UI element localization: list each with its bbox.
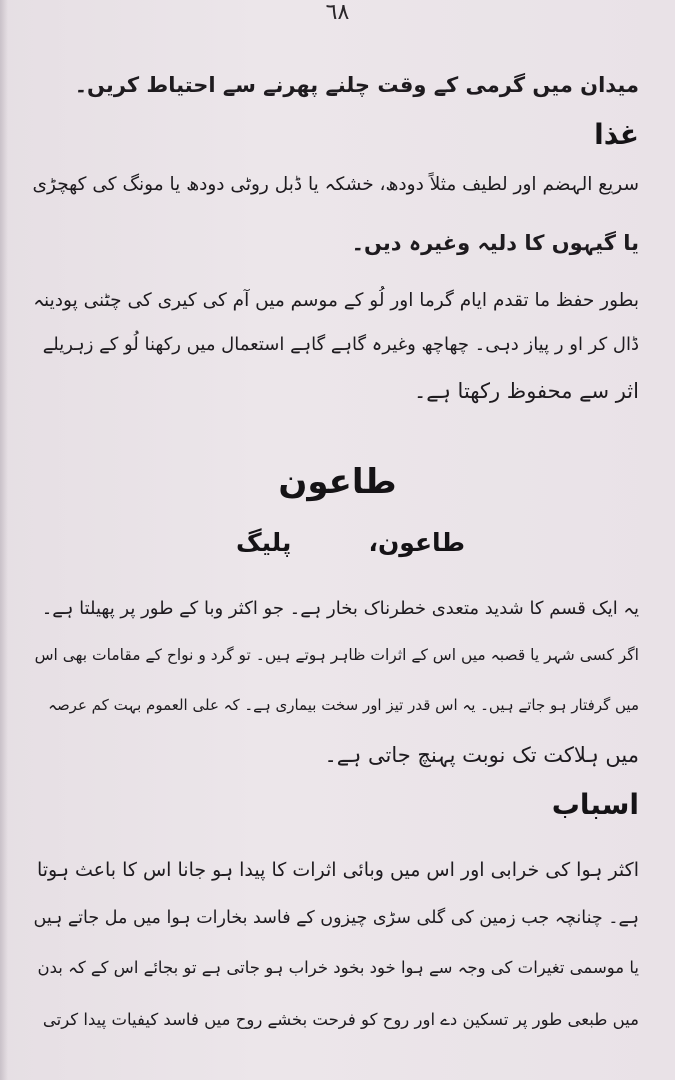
chapter-title: طاعون <box>278 462 397 502</box>
body-line: بطور حفظ ما تقدم ایام گرما اور لُو کے موسم میں آم کی کیری کی چٹنی پودینہ <box>33 290 639 311</box>
subtitle-plague: پلیگ <box>236 528 292 557</box>
body-line: اگر کسی شہر یا قصبہ میں اس کے اثرات ظاہر ہوتے ہیں۔ تو گرد و نواح کے مقامات بھی اس <box>34 646 639 664</box>
body-line: یہ ایک قسم کا شدید متعدی خطرناک بخار ہے۔ جو اکثر وبا کے طور پر پھیلتا ہے۔ <box>41 598 639 619</box>
body-line: یا موسمی تغیرات کی وجہ سے ہوا خود بخود خراب ہو جاتی ہے تو بجائے اس کے کہ بدن <box>37 958 639 977</box>
body-line: اثر سے محفوظ رکھتا ہے۔ <box>413 379 639 403</box>
body-line: میں طبعی طور پر تسکین دے اور روح کو فرحت بخشے روح میں فاسد کیفیات پیدا کرتی <box>42 1010 639 1029</box>
page-edge-shadow <box>0 0 8 1080</box>
body-line: یا گیہوں کا دلیہ وغیرہ دیں۔ <box>351 231 639 255</box>
body-line: میں گرفتار ہو جاتے ہیں۔ یہ اس قدر تیز اور سخت بیماری ہے۔ کہ علی العموم بہت کم عرصہ <box>48 696 639 714</box>
body-line: اکثر ہوا کی خرابی اور اس میں وبائی اثرات کا پیدا ہو جانا اس کا باعث ہوتا <box>36 859 639 881</box>
body-line: ہے۔ چنانچہ جب زمین کی گلی سڑی چیزوں کے فاسد بخارات ہوا میں مل جاتے ہیں <box>33 908 639 928</box>
body-line: میں ہلاکت تک نوبت پہنچ جاتی ہے۔ <box>324 743 639 767</box>
body-line: ڈال کر او ر پیاز دہی۔ چھاچھ وغیرہ گاہے گاہے استعمال میں رکھنا لُو کے زہریلے <box>42 334 639 355</box>
body-line: میدان میں گرمی کے وقت چلنے پھرنے سے احتیاط کریں۔ <box>74 73 639 97</box>
section-heading-asbab: اسباب <box>551 788 639 821</box>
subtitle-taoon: طاعون، <box>368 528 465 557</box>
page-number: ٦٨ <box>325 0 350 25</box>
section-heading-ghiza: غذا <box>594 118 639 151</box>
body-line: سریع الہضم اور لطیف مثلاً دودھ، خشکہ یا ڈبل روٹی دودھ یا مونگ کی کھچڑی <box>32 174 639 195</box>
